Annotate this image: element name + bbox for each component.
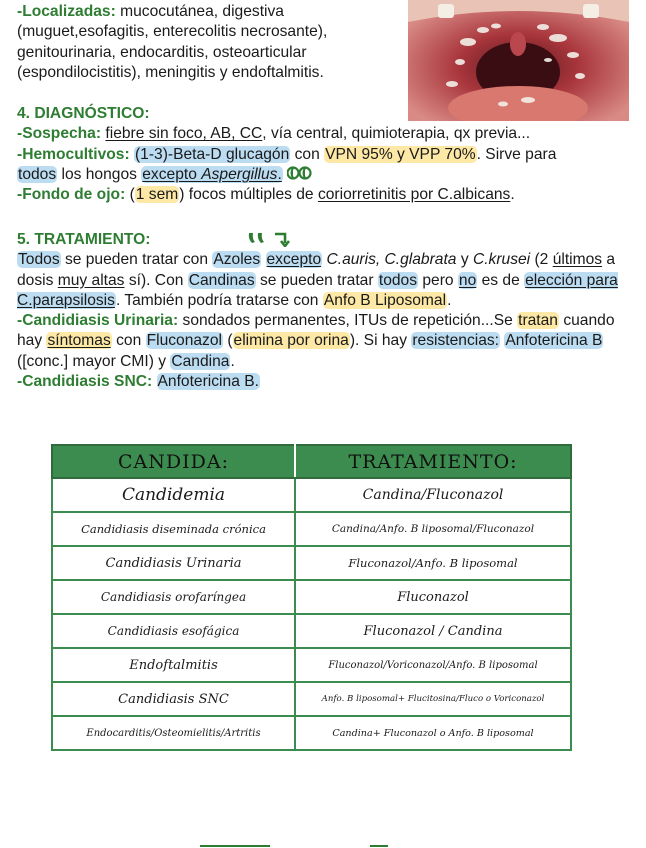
urinaria-label: -Candidiasis Urinaria: xyxy=(17,312,179,330)
table-cell: Candidiasis orofaríngea xyxy=(52,580,295,614)
fondo-p2: ) focos múltiples de xyxy=(179,186,318,204)
t-no: no xyxy=(458,271,477,289)
table-row xyxy=(52,716,571,750)
bottom-divider xyxy=(370,845,388,847)
fondo-sem: 1 sem xyxy=(135,186,179,204)
localizadas-text: mucocutánea, digestiva (muguet,esofagitis, enterecolitis necrosante), genitourinaria, endocarditis, osteoarticular (espondilocistitis), meningitis y endoftalmitis. xyxy=(17,3,328,81)
t-es-de: es de xyxy=(477,271,525,289)
tratamiento-section xyxy=(17,230,632,392)
u-fluconazol: Fluconazol xyxy=(146,332,222,350)
fondo-end: . xyxy=(510,186,515,204)
u5: con xyxy=(111,332,146,350)
u7: ( xyxy=(223,332,233,350)
t-dosis: a dosis xyxy=(17,251,616,289)
hemo-rest: . Sirve para xyxy=(476,145,557,163)
tratamiento-title-row xyxy=(17,230,632,250)
t-eleccion: elección para C.parapsilosis xyxy=(17,271,618,309)
fondo-p1: ( xyxy=(125,186,135,204)
snc-line xyxy=(17,372,632,392)
snc-value: Anfotericina B. xyxy=(157,373,259,391)
tratamiento-paragraph xyxy=(17,250,632,311)
tratamiento-title: 5. TRATAMIENTO: xyxy=(17,231,151,248)
header-tratamiento: TRATAMIENTO: xyxy=(295,445,571,478)
table-cell: Candina/Anfo. B liposomal/Fluconazol xyxy=(295,512,571,546)
table-row xyxy=(52,512,571,546)
localizadas-paragraph xyxy=(17,2,402,83)
u9: ). Si hay xyxy=(349,332,412,350)
t-tratar: se pueden tratar xyxy=(255,271,378,289)
u-elimina: elimina por orina xyxy=(233,332,349,350)
t-candinas: Candinas xyxy=(188,271,255,289)
t-species: C.auris, C.glabrata xyxy=(326,251,457,269)
t-azoles: Azoles xyxy=(213,251,261,269)
diagnostico-section xyxy=(17,104,632,205)
sospecha-line xyxy=(17,124,632,144)
sospecha-label: -Sospecha: xyxy=(17,125,102,143)
sospecha-rest: , vía central, quimioterapia, qx previa... xyxy=(262,125,531,143)
t-text: se pueden tratar con xyxy=(60,251,213,269)
t-todos: Todos xyxy=(18,251,60,269)
u-sintomas: síntomas xyxy=(47,332,111,350)
table-cell: Endocarditis/Osteomielitis/Artritis xyxy=(52,716,295,750)
t-ultimos: últimos xyxy=(552,251,603,269)
hemocultivos-label: -Hemocultivos: xyxy=(17,145,130,163)
table-row xyxy=(52,614,571,648)
candida-treatment-table xyxy=(51,444,572,751)
fondo-line xyxy=(17,185,632,205)
t-dot: . xyxy=(447,291,452,309)
u3: cuando hay xyxy=(17,312,615,350)
t-todos2: todos xyxy=(378,271,418,289)
t-pero: pero xyxy=(418,271,458,289)
urinaria-paragraph xyxy=(17,311,632,372)
table-cell: Fluconazol/Voriconazol/Anfo. B liposomal xyxy=(295,648,571,682)
hemo-con: con xyxy=(290,145,325,163)
bottom-divider xyxy=(200,845,270,847)
mouth-candidiasis-photo xyxy=(408,0,629,121)
t-paren: (2 xyxy=(530,251,553,269)
quote-icon xyxy=(287,165,313,181)
u14: . xyxy=(230,352,235,370)
u-candina: Candina xyxy=(171,352,230,370)
diagnostico-title: 4. DIAGNÓSTICO: xyxy=(17,105,150,122)
u-anfotericina: Anfotericina B xyxy=(505,332,603,350)
fondo-coriorretinitis: coriorretinitis por C.albicans xyxy=(317,186,511,204)
t-tambien: . También podría tratarse con xyxy=(115,291,323,309)
table-cell: Anfo. B liposomal+ Flucitosina/Fluco o Voriconazol xyxy=(295,682,571,716)
t-excepto: excepto xyxy=(266,251,322,269)
table-row xyxy=(52,580,571,614)
table-row xyxy=(52,682,571,716)
u-resistencias: resistencias: xyxy=(412,332,500,350)
hemo-hongos: los hongos xyxy=(57,165,142,183)
localizadas-label: -Localizadas: xyxy=(17,3,116,20)
table-row xyxy=(52,478,571,512)
hemo-todos: todos xyxy=(18,165,57,183)
table-cell: Candidiasis diseminada crónica xyxy=(52,512,295,546)
table-header-row xyxy=(52,445,571,478)
u12: ([conc.] mayor CMI) y xyxy=(17,352,171,370)
hemo-glucagon: (1-3)-Beta-D glucagón xyxy=(134,145,290,163)
snc-label: -Candidiasis SNC: xyxy=(17,373,153,391)
arrow-down-icon xyxy=(273,231,291,247)
table-cell: Fluconazol xyxy=(295,580,571,614)
table-row xyxy=(52,546,571,580)
t-con: sí). Con xyxy=(124,271,188,289)
hemocultivos-line xyxy=(17,145,632,186)
header-candida: CANDIDA: xyxy=(52,445,295,478)
u1: sondados permanentes, ITUs de repetición...Se xyxy=(178,312,518,330)
t-muy-altas: muy altas xyxy=(57,271,125,289)
table-cell: Fluconazol / Candina xyxy=(295,614,571,648)
u-tratan: tratan xyxy=(518,312,558,330)
fondo-label: -Fondo de ojo: xyxy=(17,186,126,204)
table-cell: Candidiasis SNC xyxy=(52,682,295,716)
table-cell: Endoftalmitis xyxy=(52,648,295,682)
table-cell: Candidiasis esofágica xyxy=(52,614,295,648)
quote-icon xyxy=(247,231,269,245)
hemo-excepto: excepto Aspergillus. xyxy=(142,165,282,183)
table-cell: Candidemia xyxy=(52,478,295,512)
hemo-vpn: VPN 95% y VPP 70% xyxy=(325,145,476,163)
table-cell: Candina+ Fluconazol o Anfo. B liposomal xyxy=(295,716,571,750)
table-cell: Candina/Fluconazol xyxy=(295,478,571,512)
sospecha-underlined: fiebre sin foco, AB, CC xyxy=(105,125,263,143)
t-anfo: Anfo B Liposomal xyxy=(323,291,447,309)
table-row xyxy=(52,648,571,682)
table-cell: Fluconazol/Anfo. B liposomal xyxy=(295,546,571,580)
table-cell: Candidiasis Urinaria xyxy=(52,546,295,580)
t-y: y xyxy=(456,251,473,269)
t-krusei: C.krusei xyxy=(472,251,531,269)
